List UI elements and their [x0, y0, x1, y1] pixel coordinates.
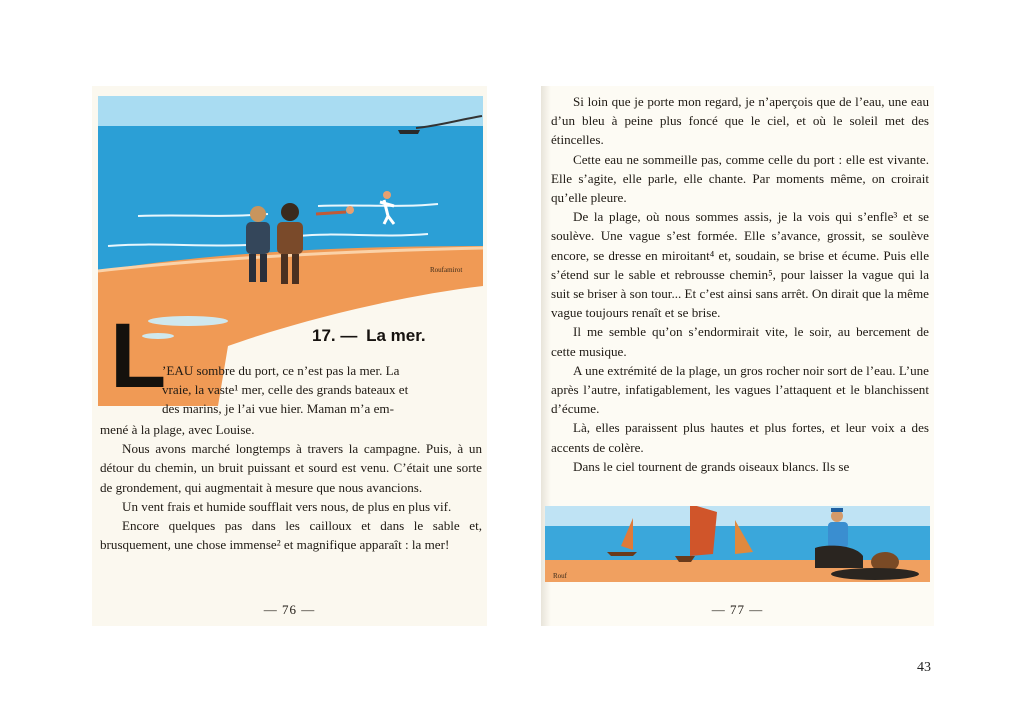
- chapter-number: 17. —: [312, 326, 358, 345]
- first-paragraph-line: des marins, je l’ai vue hier. Maman m’a em-: [162, 401, 394, 417]
- illustration-signature: Roufamirot: [430, 266, 463, 274]
- first-paragraph: [162, 361, 482, 419]
- page-folio: — 77 —: [711, 602, 764, 617]
- body-text: [551, 92, 929, 476]
- page-folio: — 76 —: [263, 602, 316, 617]
- first-paragraph-line: ’EAU sombre du port, ce n’est pas la mer. La: [162, 363, 400, 378]
- paragraph: Il me semble qu’on s’endormirait vite, le soir, au bercement de cette musique.: [551, 324, 929, 359]
- first-paragraph-line: vraie, la vaste¹ mer, celle des grands bateaux et: [162, 382, 409, 398]
- left-page: [92, 86, 487, 626]
- chapter-title: [312, 326, 426, 346]
- paragraph: Un vent frais et humide soufflait vers nous, de plus en plus vif.: [122, 498, 452, 514]
- paragraph: Nous avons marché longtemps à travers la campagne. Puis, à un détour du chemin, un bruit puissant et sourd est venu. C’était une sorte de grondement, qui augmentait à mesure que nous avancions.: [100, 441, 482, 495]
- drop-cap: L: [110, 305, 167, 407]
- paragraph: Cette eau ne sommeille pas, comme celle du port : elle est vivante. Elle s’agite, elle parle, elle chante. Par moments même, on croirait qu’elle pleure.: [551, 151, 929, 206]
- chapter-title-text: La mer.: [366, 326, 426, 345]
- harbor-illustration: [545, 506, 930, 594]
- illustration-signature: Rouf: [553, 572, 567, 580]
- paragraph: mené à la plage, avec Louise.: [100, 422, 255, 437]
- body-text: [100, 420, 482, 554]
- right-page: [541, 86, 934, 626]
- paragraph: Là, elles paraissent plus hautes et plus fortes, et leur voix a des accents de colère.: [551, 420, 929, 455]
- paragraph: Dans le ciel tournent de grands oiseaux blancs. Ils se: [573, 458, 850, 474]
- paragraph: De la plage, où nous sommes assis, je la vois qui s’enfle³ et se soulève. Une vague s’est formée. Elle s’avance, grossit, se soulève encore, se dresse en miroitant⁴ et, soudain, se brise et écume. Puis elle s’étend sur le sable et rebrousse chemin⁵, pour laisser la vague qui la suit se briser à son tour... Et c’est ainsi sans arrêt. On dirait que la même vague toujours renaît et se brise.: [551, 209, 929, 321]
- paragraph: Si loin que je porte mon regard, je n’aperçois que de l’eau, une eau d’un bleu à peine plus foncé que le ciel, et où le soleil met des étincelles.: [551, 94, 929, 148]
- paragraph: Encore quelques pas dans les cailloux et dans le sable et, brusquement, une chose immense² et magnifique apparaît : la mer!: [100, 518, 482, 553]
- paragraph: A une extrémité de la plage, un gros rocher noir sort de l’eau. L’une après l’autre, infatigablement, les vagues l’attaquent et le blanchissent d’écume.: [551, 362, 929, 417]
- document-page-number: 43: [917, 660, 931, 675]
